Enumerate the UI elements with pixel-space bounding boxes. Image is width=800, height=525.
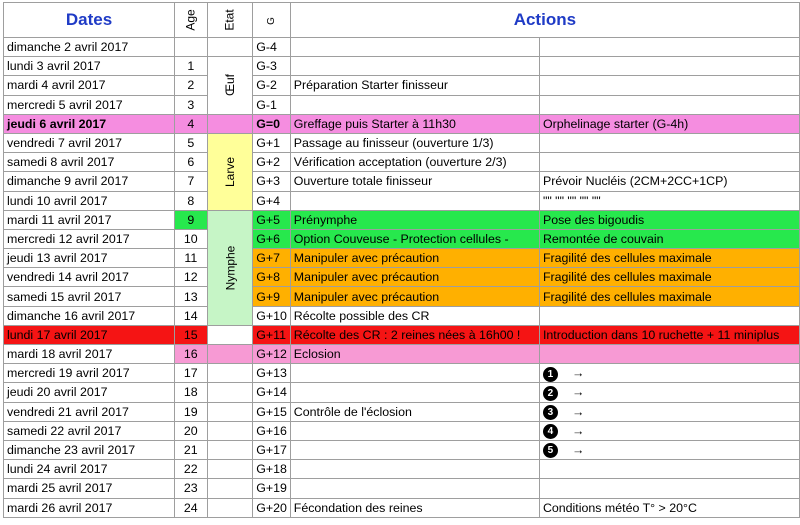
date-cell[interactable]: dimanche 23 avril 2017 xyxy=(4,440,175,459)
date-cell[interactable]: samedi 15 avril 2017 xyxy=(4,287,175,306)
etat-cell[interactable] xyxy=(207,325,253,344)
g-cell[interactable]: G+5 xyxy=(253,210,291,229)
action-cell[interactable]: Manipuler avec précaution xyxy=(290,249,539,268)
planning-table xyxy=(3,2,800,518)
table-row xyxy=(4,460,800,479)
action-cell[interactable] xyxy=(290,191,539,210)
action-note-cell[interactable]: Remontée de couvain xyxy=(539,229,799,248)
etat-label: Œuf xyxy=(222,74,237,97)
age-cell[interactable]: 6 xyxy=(175,153,207,172)
table-row xyxy=(4,383,800,402)
table-row xyxy=(4,402,800,421)
action-cell[interactable]: Fécondation des reines xyxy=(290,498,539,517)
g-cell[interactable]: G+7 xyxy=(253,249,291,268)
table-row xyxy=(4,479,800,498)
age-cell[interactable]: 1 xyxy=(175,57,207,76)
g-cell[interactable]: G-3 xyxy=(253,57,291,76)
date-cell[interactable]: mardi 11 avril 2017 xyxy=(4,210,175,229)
age-cell[interactable]: 5 xyxy=(175,133,207,152)
table-row xyxy=(4,325,800,344)
age-cell[interactable]: 16 xyxy=(175,345,207,364)
action-cell[interactable] xyxy=(290,460,539,479)
table-row xyxy=(4,421,800,440)
action-note-cell[interactable] xyxy=(539,95,799,114)
etat-oeuf[interactable] xyxy=(207,57,253,115)
action-cell[interactable] xyxy=(290,440,539,459)
action-cell[interactable]: Manipuler avec précaution xyxy=(290,268,539,287)
action-cell[interactable]: Option Couveuse - Protection cellules - xyxy=(290,229,539,248)
date-cell[interactable]: lundi 24 avril 2017 xyxy=(4,460,175,479)
table-row xyxy=(4,249,800,268)
age-cell[interactable]: 3 xyxy=(175,95,207,114)
table-row xyxy=(4,153,800,172)
date-cell[interactable]: dimanche 16 avril 2017 xyxy=(4,306,175,325)
action-note-cell[interactable]: Conditions météo T° > 20°C xyxy=(539,498,799,517)
action-cell[interactable] xyxy=(290,479,539,498)
header-actions[interactable]: Actions xyxy=(290,3,799,38)
g-cell[interactable]: G+2 xyxy=(253,153,291,172)
action-note-cell[interactable] xyxy=(539,133,799,152)
g-cell[interactable]: G+6 xyxy=(253,229,291,248)
date-cell[interactable]: lundi 10 avril 2017 xyxy=(4,191,175,210)
g-cell[interactable]: G+12 xyxy=(253,345,291,364)
action-cell[interactable]: Greffage puis Starter à 11h30 xyxy=(290,114,539,133)
g-cell[interactable]: G+17 xyxy=(253,440,291,459)
date-cell[interactable]: jeudi 20 avril 2017 xyxy=(4,383,175,402)
action-note-cell[interactable] xyxy=(539,479,799,498)
action-note-cell[interactable] xyxy=(539,76,799,95)
age-cell[interactable]: 22 xyxy=(175,460,207,479)
date-cell[interactable]: jeudi 6 avril 2017 xyxy=(4,114,175,133)
age-cell[interactable]: 4 xyxy=(175,114,207,133)
action-cell[interactable]: Récolte possible des CR xyxy=(290,306,539,325)
age-cell[interactable]: 21 xyxy=(175,440,207,459)
etat-label: Nymphe xyxy=(222,245,237,291)
action-note-cell[interactable]: Prévoir Nucléis (2CM+2CC+1CP) xyxy=(539,172,799,191)
header-etat[interactable]: Etat xyxy=(207,3,253,38)
action-note-cell[interactable] xyxy=(539,440,799,459)
g-cell[interactable]: G+9 xyxy=(253,287,291,306)
date-cell[interactable]: mercredi 19 avril 2017 xyxy=(4,364,175,383)
date-cell[interactable]: mardi 25 avril 2017 xyxy=(4,479,175,498)
age-cell[interactable]: 11 xyxy=(175,249,207,268)
date-cell[interactable]: dimanche 2 avril 2017 xyxy=(4,38,175,57)
date-cell[interactable]: vendredi 14 avril 2017 xyxy=(4,268,175,287)
etat-cell[interactable] xyxy=(207,460,253,479)
etat-cell[interactable] xyxy=(207,114,253,133)
action-note-cell[interactable]: "" "" "" "" "" xyxy=(539,191,799,210)
table-row xyxy=(4,133,800,152)
g-cell[interactable]: G+1 xyxy=(253,133,291,152)
numbered-circle-icon: 1 xyxy=(543,367,558,382)
age-cell[interactable]: 13 xyxy=(175,287,207,306)
date-cell[interactable]: mardi 18 avril 2017 xyxy=(4,345,175,364)
g-cell[interactable]: G+10 xyxy=(253,306,291,325)
g-cell[interactable]: G-4 xyxy=(253,38,291,57)
age-cell[interactable]: 8 xyxy=(175,191,207,210)
action-note-cell[interactable] xyxy=(539,364,799,383)
g-cell[interactable]: G+19 xyxy=(253,479,291,498)
g-cell[interactable]: G+8 xyxy=(253,268,291,287)
date-cell[interactable]: dimanche 9 avril 2017 xyxy=(4,172,175,191)
action-note-cell[interactable]: Fragilité des cellules maximale xyxy=(539,249,799,268)
action-note-cell[interactable] xyxy=(539,421,799,440)
age-cell[interactable]: 2 xyxy=(175,76,207,95)
age-cell[interactable]: 7 xyxy=(175,172,207,191)
action-cell[interactable]: Préparation Starter finisseur xyxy=(290,76,539,95)
g-cell[interactable]: G+14 xyxy=(253,383,291,402)
action-cell[interactable]: Récolte des CR : 2 reines nées à 16h00 ! xyxy=(290,325,539,344)
g-cell[interactable]: G+18 xyxy=(253,460,291,479)
action-cell[interactable] xyxy=(290,95,539,114)
table-row xyxy=(4,229,800,248)
g-cell[interactable]: G+15 xyxy=(253,402,291,421)
table-row xyxy=(4,210,800,229)
action-note-cell[interactable]: Orphelinage starter (G-4h) xyxy=(539,114,799,133)
g-cell[interactable]: G=0 xyxy=(253,114,291,133)
age-cell[interactable]: 20 xyxy=(175,421,207,440)
etat-larve[interactable] xyxy=(207,133,253,210)
table-row xyxy=(4,172,800,191)
action-note-cell[interactable]: Fragilité des cellules maximale xyxy=(539,268,799,287)
g-cell[interactable]: G+16 xyxy=(253,421,291,440)
action-note-cell[interactable]: Fragilité des cellules maximale xyxy=(539,287,799,306)
action-note-cell[interactable] xyxy=(539,306,799,325)
action-note-cell[interactable] xyxy=(539,153,799,172)
action-note-cell[interactable] xyxy=(539,57,799,76)
g-cell[interactable]: G+11 xyxy=(253,325,291,344)
date-cell[interactable]: vendredi 21 avril 2017 xyxy=(4,402,175,421)
etat-label: Larve xyxy=(222,156,237,187)
etat-cell[interactable] xyxy=(207,421,253,440)
table-row xyxy=(4,364,800,383)
age-cell[interactable]: 18 xyxy=(175,383,207,402)
age-cell[interactable]: 15 xyxy=(175,325,207,344)
date-cell[interactable]: jeudi 13 avril 2017 xyxy=(4,249,175,268)
age-cell[interactable]: 17 xyxy=(175,364,207,383)
etat-cell[interactable] xyxy=(207,440,253,459)
table-row xyxy=(4,498,800,517)
numbered-circle-icon: 5 xyxy=(543,443,558,458)
action-cell[interactable]: Prénymphe xyxy=(290,210,539,229)
table-row xyxy=(4,38,800,57)
date-cell[interactable]: mercredi 5 avril 2017 xyxy=(4,95,175,114)
action-cell[interactable] xyxy=(290,38,539,57)
etat-cell[interactable] xyxy=(207,38,253,57)
action-cell[interactable]: Eclosion xyxy=(290,345,539,364)
date-cell[interactable]: mardi 26 avril 2017 xyxy=(4,498,175,517)
etat-cell[interactable] xyxy=(207,345,253,364)
g-cell[interactable]: G-2 xyxy=(253,76,291,95)
header-row xyxy=(4,3,800,38)
table-row xyxy=(4,268,800,287)
action-cell[interactable] xyxy=(290,364,539,383)
table-row xyxy=(4,306,800,325)
age-cell[interactable]: 10 xyxy=(175,229,207,248)
age-cell[interactable] xyxy=(175,38,207,57)
table-row xyxy=(4,114,800,133)
numbered-circle-icon: 4 xyxy=(543,424,558,439)
etat-nymphe[interactable] xyxy=(207,210,253,325)
action-cell[interactable] xyxy=(290,57,539,76)
etat-cell[interactable] xyxy=(207,383,253,402)
table-row xyxy=(4,345,800,364)
table-row xyxy=(4,76,800,95)
action-note-cell[interactable]: Pose des bigoudis xyxy=(539,210,799,229)
date-cell[interactable]: lundi 17 avril 2017 xyxy=(4,325,175,344)
action-cell[interactable]: Passage au finisseur (ouverture 1/3) xyxy=(290,133,539,152)
arrow-right-icon: → xyxy=(571,404,585,419)
date-cell[interactable]: samedi 8 avril 2017 xyxy=(4,153,175,172)
g-cell[interactable]: G+20 xyxy=(253,498,291,517)
action-note-cell[interactable] xyxy=(539,383,799,402)
action-cell[interactable]: Vérification acceptation (ouverture 2/3) xyxy=(290,153,539,172)
age-cell[interactable]: 9 xyxy=(175,210,207,229)
arrow-right-icon: → xyxy=(571,385,585,400)
g-cell[interactable]: G+4 xyxy=(253,191,291,210)
table-row xyxy=(4,440,800,459)
etat-cell[interactable] xyxy=(207,402,253,421)
numbered-circle-icon: 3 xyxy=(543,405,558,420)
action-cell[interactable]: Contrôle de l'éclosion xyxy=(290,402,539,421)
table-row xyxy=(4,95,800,114)
etat-cell[interactable] xyxy=(207,479,253,498)
date-cell[interactable]: samedi 22 avril 2017 xyxy=(4,421,175,440)
header-g[interactable]: G xyxy=(253,3,291,38)
g-cell[interactable]: G+13 xyxy=(253,364,291,383)
table-row xyxy=(4,57,800,76)
age-cell[interactable]: 19 xyxy=(175,402,207,421)
date-cell[interactable]: lundi 3 avril 2017 xyxy=(4,57,175,76)
action-note-cell[interactable] xyxy=(539,402,799,421)
action-cell[interactable]: Ouverture totale finisseur xyxy=(290,172,539,191)
action-cell[interactable] xyxy=(290,383,539,402)
table-row xyxy=(4,287,800,306)
arrow-right-icon: → xyxy=(571,423,585,438)
action-note-cell[interactable] xyxy=(539,345,799,364)
age-cell[interactable]: 23 xyxy=(175,479,207,498)
action-note-cell[interactable] xyxy=(539,38,799,57)
action-cell[interactable] xyxy=(290,421,539,440)
arrow-right-icon: → xyxy=(571,366,585,381)
g-cell[interactable]: G+3 xyxy=(253,172,291,191)
age-cell[interactable]: 14 xyxy=(175,306,207,325)
date-cell[interactable]: vendredi 7 avril 2017 xyxy=(4,133,175,152)
action-note-cell[interactable] xyxy=(539,460,799,479)
date-cell[interactable]: mardi 4 avril 2017 xyxy=(4,76,175,95)
table-row xyxy=(4,191,800,210)
numbered-circle-icon: 2 xyxy=(543,386,558,401)
header-age[interactable]: Age xyxy=(175,3,207,38)
arrow-right-icon: → xyxy=(571,443,585,458)
g-cell[interactable]: G-1 xyxy=(253,95,291,114)
header-dates[interactable]: Dates xyxy=(4,3,175,38)
action-cell[interactable]: Manipuler avec précaution xyxy=(290,287,539,306)
etat-cell[interactable] xyxy=(207,498,253,517)
action-note-cell[interactable]: Introduction dans 10 ruchette + 11 miniplus xyxy=(539,325,799,344)
age-cell[interactable]: 12 xyxy=(175,268,207,287)
etat-cell[interactable] xyxy=(207,364,253,383)
age-cell[interactable]: 24 xyxy=(175,498,207,517)
date-cell[interactable]: mercredi 12 avril 2017 xyxy=(4,229,175,248)
